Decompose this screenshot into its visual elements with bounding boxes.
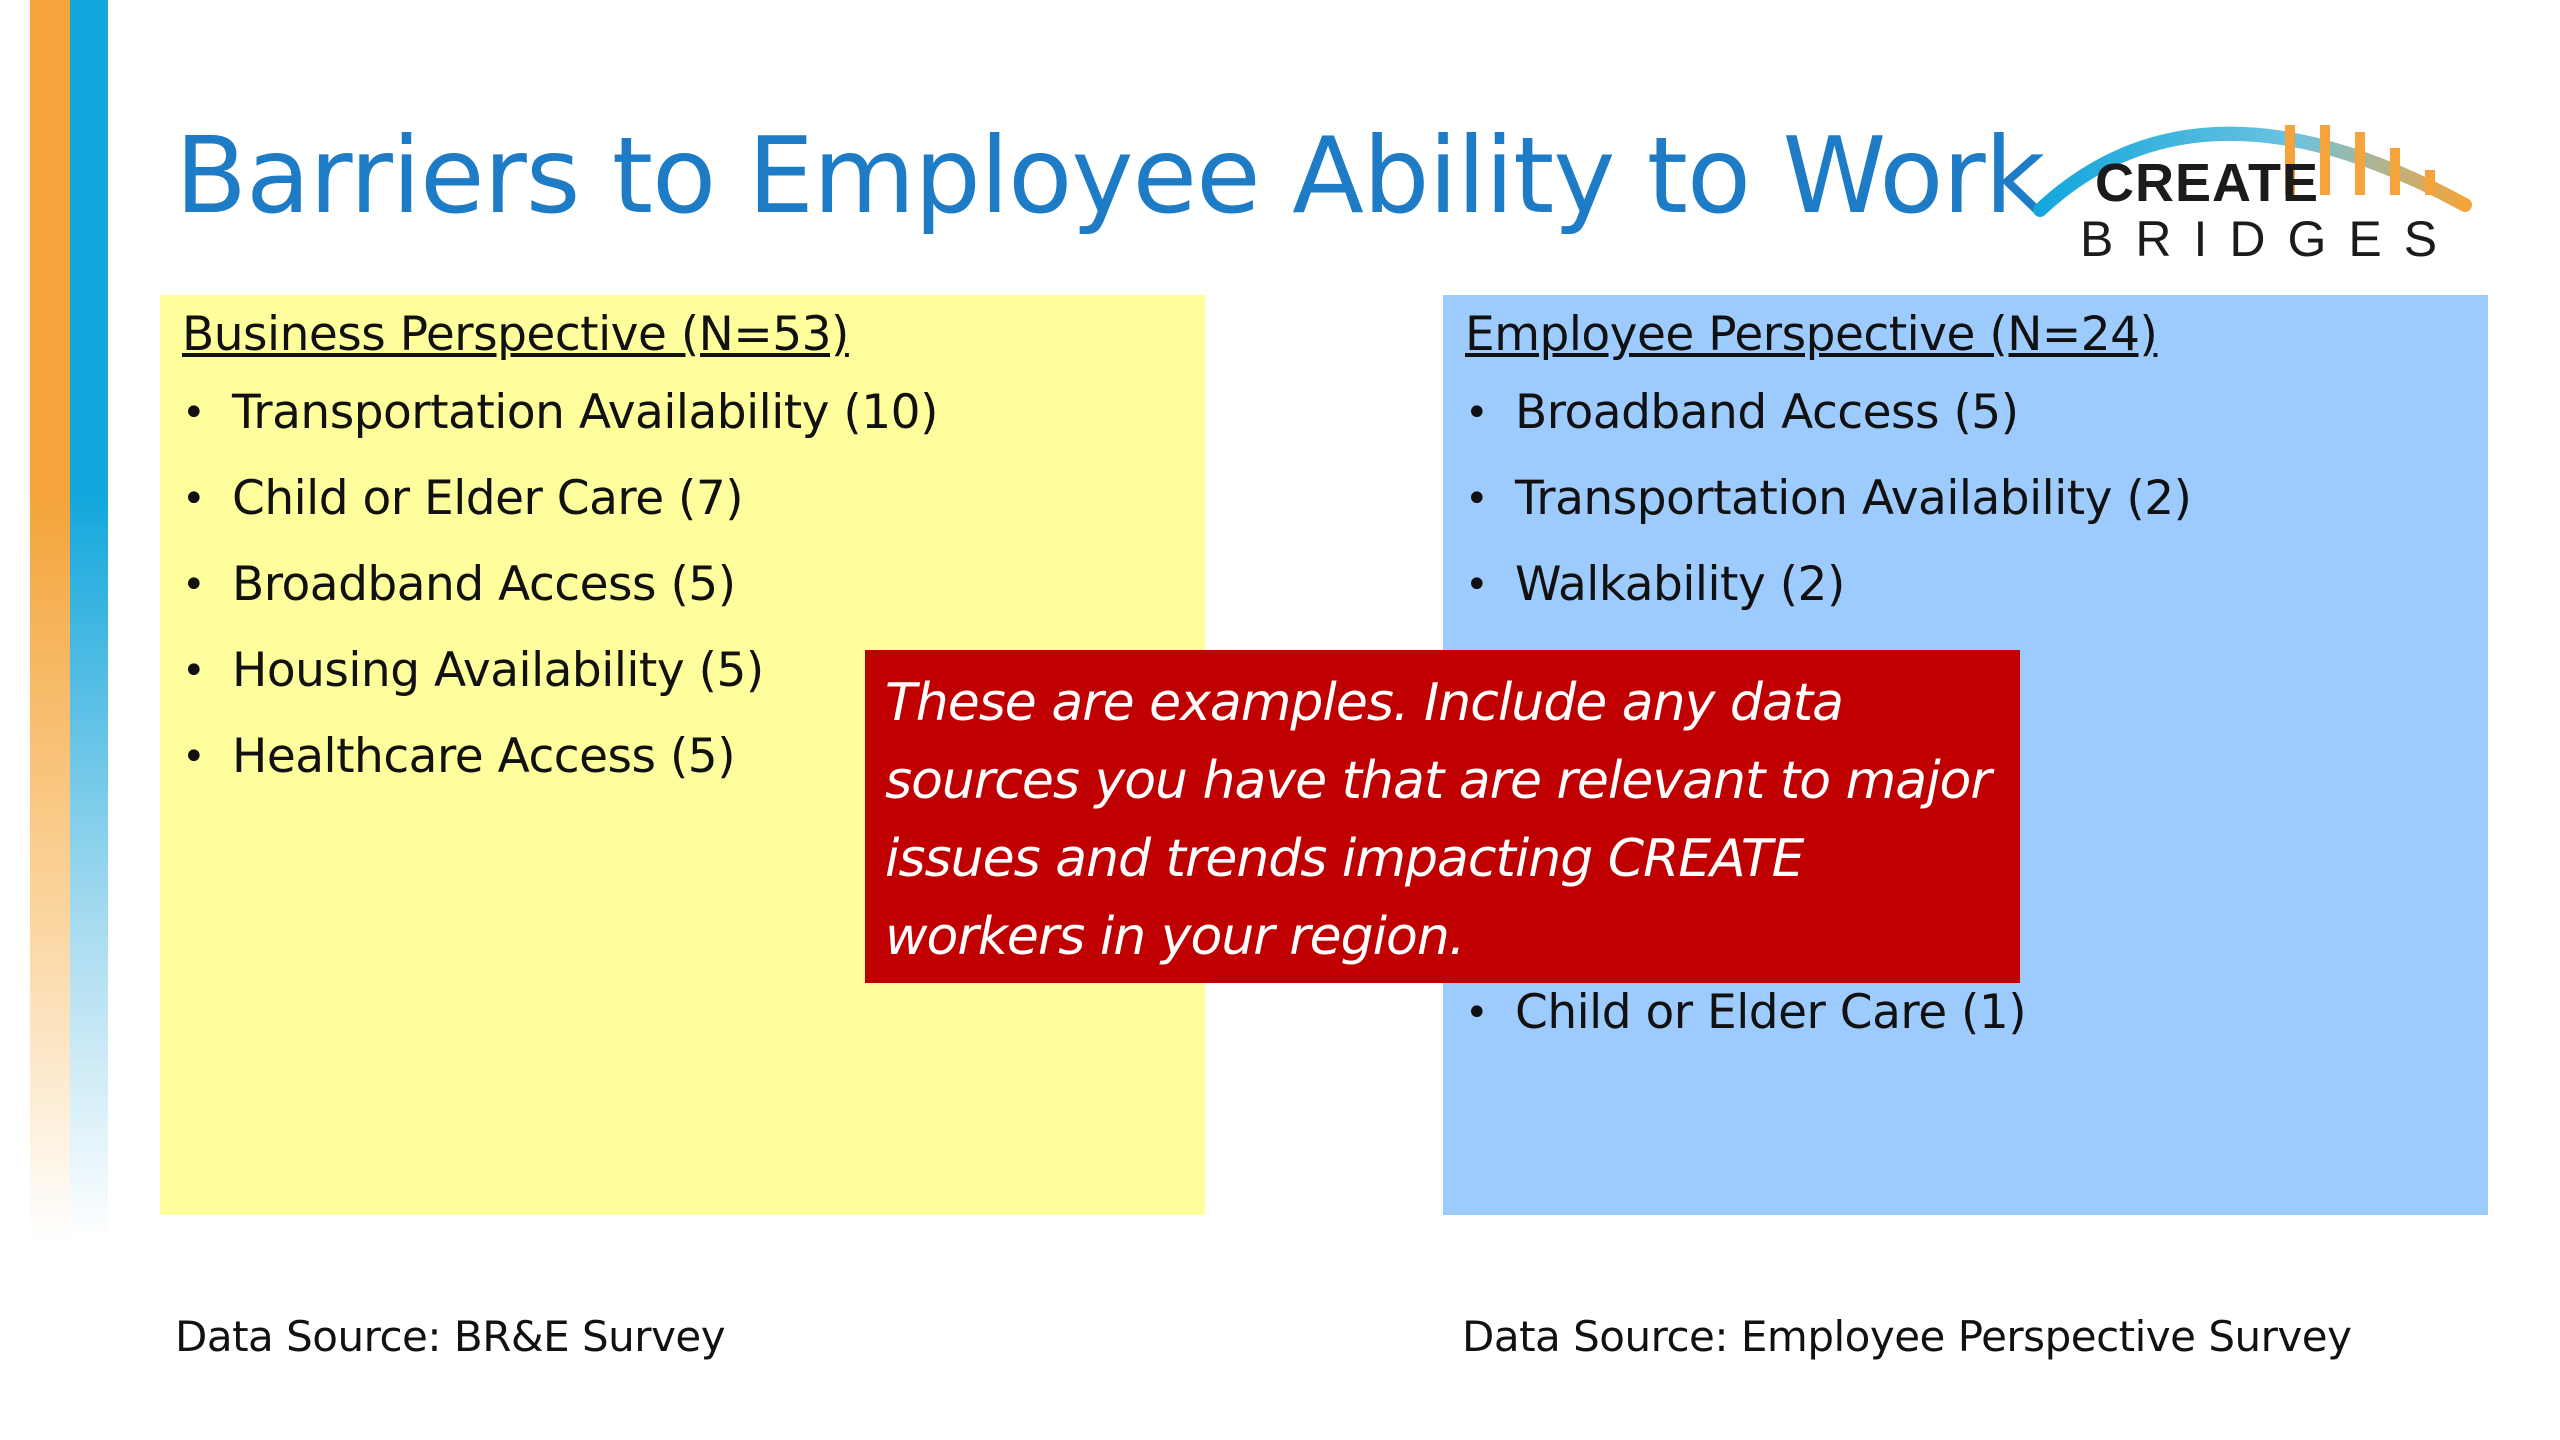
bullet-icon: • (182, 476, 206, 522)
list-item-text: Healthcare Access (5) (232, 729, 736, 784)
business-heading: Business Perspective (N=53) (182, 307, 849, 362)
examples-callout-box (865, 650, 2020, 983)
list-item (1465, 471, 2192, 557)
employee-barriers-list (1465, 385, 2192, 643)
list-item (182, 557, 938, 643)
bullet-icon: • (182, 390, 206, 436)
employee-data-source: Data Source: Employee Perspective Survey (1462, 1312, 2352, 1361)
create-bridges-logo (2020, 70, 2480, 280)
list-item-text: Child or Elder Care (7) (232, 471, 744, 526)
decorative-stripe-orange (30, 0, 70, 1240)
bullet-icon: • (1465, 990, 1489, 1036)
list-item-text: Broadband Access (5) (232, 557, 736, 612)
list-item-text: Broadband Access (5) (1515, 385, 2019, 440)
list-item-text: Walkability (2) (1515, 557, 1845, 612)
list-item-text: Transportation Availability (10) (232, 385, 938, 440)
list-item (1465, 385, 2192, 471)
bullet-icon: • (182, 648, 206, 694)
business-data-source: Data Source: BR&E Survey (175, 1312, 726, 1361)
business-barriers-list (182, 385, 938, 815)
list-item-text: Housing Availability (5) (232, 643, 764, 698)
list-item (182, 385, 938, 471)
decorative-stripe-blue (70, 0, 108, 1240)
bullet-icon: • (1465, 476, 1489, 522)
list-item (182, 643, 938, 729)
bullet-icon: • (1465, 562, 1489, 608)
list-item-text: Transportation Availability (2) (1515, 471, 2192, 526)
list-item (1465, 557, 2192, 643)
bullet-icon: • (1465, 390, 1489, 436)
bullet-icon: • (182, 562, 206, 608)
employee-heading: Employee Perspective (N=24) (1465, 307, 2158, 362)
list-item (1465, 985, 2026, 1071)
list-item (182, 471, 938, 557)
logo-text-create: CREATE (2095, 153, 2320, 213)
callout-text: These are examples. Include any data sources you have that are relevant to major issues and trends impacting CREATE workers in your region. (885, 673, 1991, 967)
bullet-icon: • (182, 734, 206, 780)
list-item (182, 729, 938, 815)
slide-title: Barriers to Employee Ability to Work (175, 115, 2045, 237)
logo-text-bridges: BRIDGES (2080, 211, 2460, 267)
list-item-text: Child or Elder Care (1) (1515, 985, 2027, 1040)
